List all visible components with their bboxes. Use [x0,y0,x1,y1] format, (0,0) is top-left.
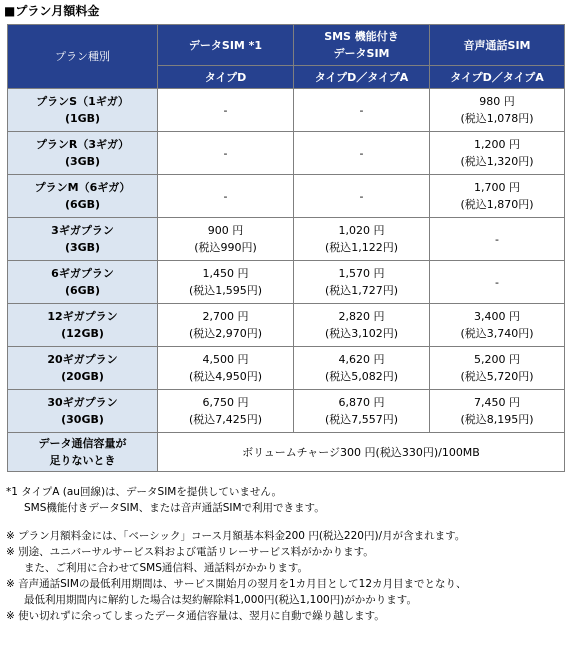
note-1b: SMS機能付きデータSIM、または音声通話SIMで利用できます。 [24,502,325,514]
price-tax-included: (税込1,122円) [324,241,399,254]
price-cell-voice [430,390,565,433]
table-row [8,89,565,132]
price-tax-included: (税込2,970円) [188,327,263,340]
note-2: ※ プラン月額料金には、「ベーシック」コース月額基本料金200 円(税込220円)/月が含まれます。 [6,530,466,542]
price-value: 7,450 円 [474,396,520,409]
table-row [8,175,565,218]
price-value: - [359,189,364,203]
price-value: 1,020 円 [338,224,385,237]
plan-capacity: (30GB) [61,413,104,426]
price-value: - [359,146,364,160]
price-cell-data [158,89,294,132]
price-cell-sms [294,132,430,175]
price-cell-data [158,218,294,261]
plan-capacity: (1GB) [64,112,101,125]
plan-capacity: (6GB) [64,284,101,297]
price-value: 2,820 円 [338,310,385,323]
price-cell-voice [430,218,565,261]
price-tax-included: (税込1,078円) [460,112,534,125]
price-value: - [223,146,228,160]
plan-name-cell [8,218,158,261]
plan-name: プランR（3ギガ） [35,138,130,151]
plan-name: 3ギガプラン [51,224,114,237]
note-1a: *1 タイプA (au回線)は、データSIMを提供していません。 [6,486,282,498]
price-tax-included: (税込1,595円) [188,284,263,297]
price-cell-data [158,261,294,304]
page-title: ■プラン月額料金 [4,4,100,18]
price-cell-voice [430,89,565,132]
price-value: - [223,189,228,203]
price-tax-included: (税込8,195円) [460,413,534,426]
plan-capacity: (3GB) [64,241,101,254]
plan-capacity: (6GB) [64,198,101,211]
plan-price-table [7,24,565,472]
price-value: 6,750 円 [202,396,249,409]
price-cell-sms [294,89,430,132]
price-tax-included: (税込990円) [194,241,257,254]
charge-label-line2: 足りないとき [49,454,116,467]
plan-name: 20ギガプラン [47,353,118,366]
price-value: 1,200 円 [474,138,520,151]
note-5: ※ 使い切れずに余ってしまったデータ通信容量は、翌月に自動で繰り越します。 [6,610,385,622]
header-plan-type: プラン種別 [8,25,158,89]
table-row [8,304,565,347]
header-sms-line1: SMS 機能付き [324,30,399,43]
plan-name-cell [8,175,158,218]
price-cell-data [158,304,294,347]
price-cell-sms [294,261,430,304]
price-tax-included: (税込5,720円) [460,370,534,383]
plan-name: プランM（6ギガ） [34,181,131,194]
price-value: 1,450 円 [202,267,249,280]
note-3a: ※ 別途、ユニバーサルサービス料および電話リレーサービス料がかかります。 [6,546,374,558]
subheader-sms-data-sim: タイプD／タイプA [294,66,430,89]
note-4a: ※ 音声通話SIMの最低利用期間は、サービス開始月の翌月を1カ月目として12カ月目までとなり、 [6,578,467,590]
price-cell-sms [294,175,430,218]
charge-value: ボリュームチャージ300 円(税込330円)/100MB [158,433,565,472]
header-sms-line2: データSIM [333,47,390,60]
price-cell-sms [294,218,430,261]
price-cell-data [158,390,294,433]
note-3b: また、ご利用に合わせてSMS通信料、通話料がかかります。 [24,562,309,574]
price-value: 1,570 円 [338,267,385,280]
price-cell-sms [294,347,430,390]
price-value: 980 円 [479,95,515,108]
price-cell-sms [294,390,430,433]
price-tax-included: (税込4,950円) [188,370,263,383]
header-voice-sim: 音声通話SIM [430,25,565,66]
price-cell-sms [294,304,430,347]
price-value: - [223,103,228,117]
plan-name: プランS（1ギガ） [36,95,129,108]
plan-name: 6ギガプラン [51,267,114,280]
price-tax-included: (税込1,870円) [460,198,534,211]
plan-name-cell [8,132,158,175]
price-cell-data [158,347,294,390]
price-tax-included: (税込7,557円) [324,413,399,426]
price-cell-voice [430,304,565,347]
price-tax-included: (税込5,082円) [324,370,399,383]
price-tax-included: (税込1,320円) [460,155,534,168]
notes [6,484,568,624]
price-value: 1,700 円 [474,181,520,194]
plan-capacity: (12GB) [61,327,104,340]
price-value: - [495,275,499,289]
plan-name-cell [8,89,158,132]
price-tax-included: (税込1,727円) [324,284,399,297]
note-4b: 最低利用期間内に解約した場合は契約解除料1,000円(税込1,100円)がかかります。 [24,594,417,606]
subheader-data-sim: タイプD [158,66,294,89]
plan-capacity: (3GB) [64,155,101,168]
plan-name-cell [8,304,158,347]
price-value: 4,620 円 [338,353,385,366]
price-cell-voice [430,132,565,175]
price-value: 3,400 円 [474,310,520,323]
price-value: 2,700 円 [202,310,249,323]
table-row [8,261,565,304]
price-cell-voice [430,175,565,218]
price-cell-voice [430,347,565,390]
subheader-voice-sim: タイプD／タイプA [430,66,565,89]
plan-capacity: (20GB) [61,370,104,383]
price-value: - [495,232,499,246]
price-value: 900 円 [207,224,244,237]
price-value: 6,870 円 [338,396,385,409]
header-sms-data-sim [294,25,430,66]
price-value: - [359,103,364,117]
table-row [8,390,565,433]
price-cell-data [158,132,294,175]
plan-rows [8,89,565,433]
price-cell-data [158,175,294,218]
plan-name: 12ギガプラン [47,310,118,323]
charge-label [8,433,158,472]
table-row [8,132,565,175]
header-data-sim: データSIM *1 [158,25,294,66]
table-row [8,347,565,390]
price-tax-included: (税込3,102円) [324,327,399,340]
plan-name-cell [8,261,158,304]
price-cell-voice [430,261,565,304]
table-row [8,218,565,261]
plan-name: 30ギガプラン [47,396,118,409]
plan-name-cell [8,347,158,390]
price-tax-included: (税込7,425円) [188,413,263,426]
price-value: 5,200 円 [474,353,520,366]
price-tax-included: (税込3,740円) [460,327,534,340]
charge-label-line1: データ通信容量が [38,437,127,450]
plan-name-cell [8,390,158,433]
price-value: 4,500 円 [202,353,249,366]
